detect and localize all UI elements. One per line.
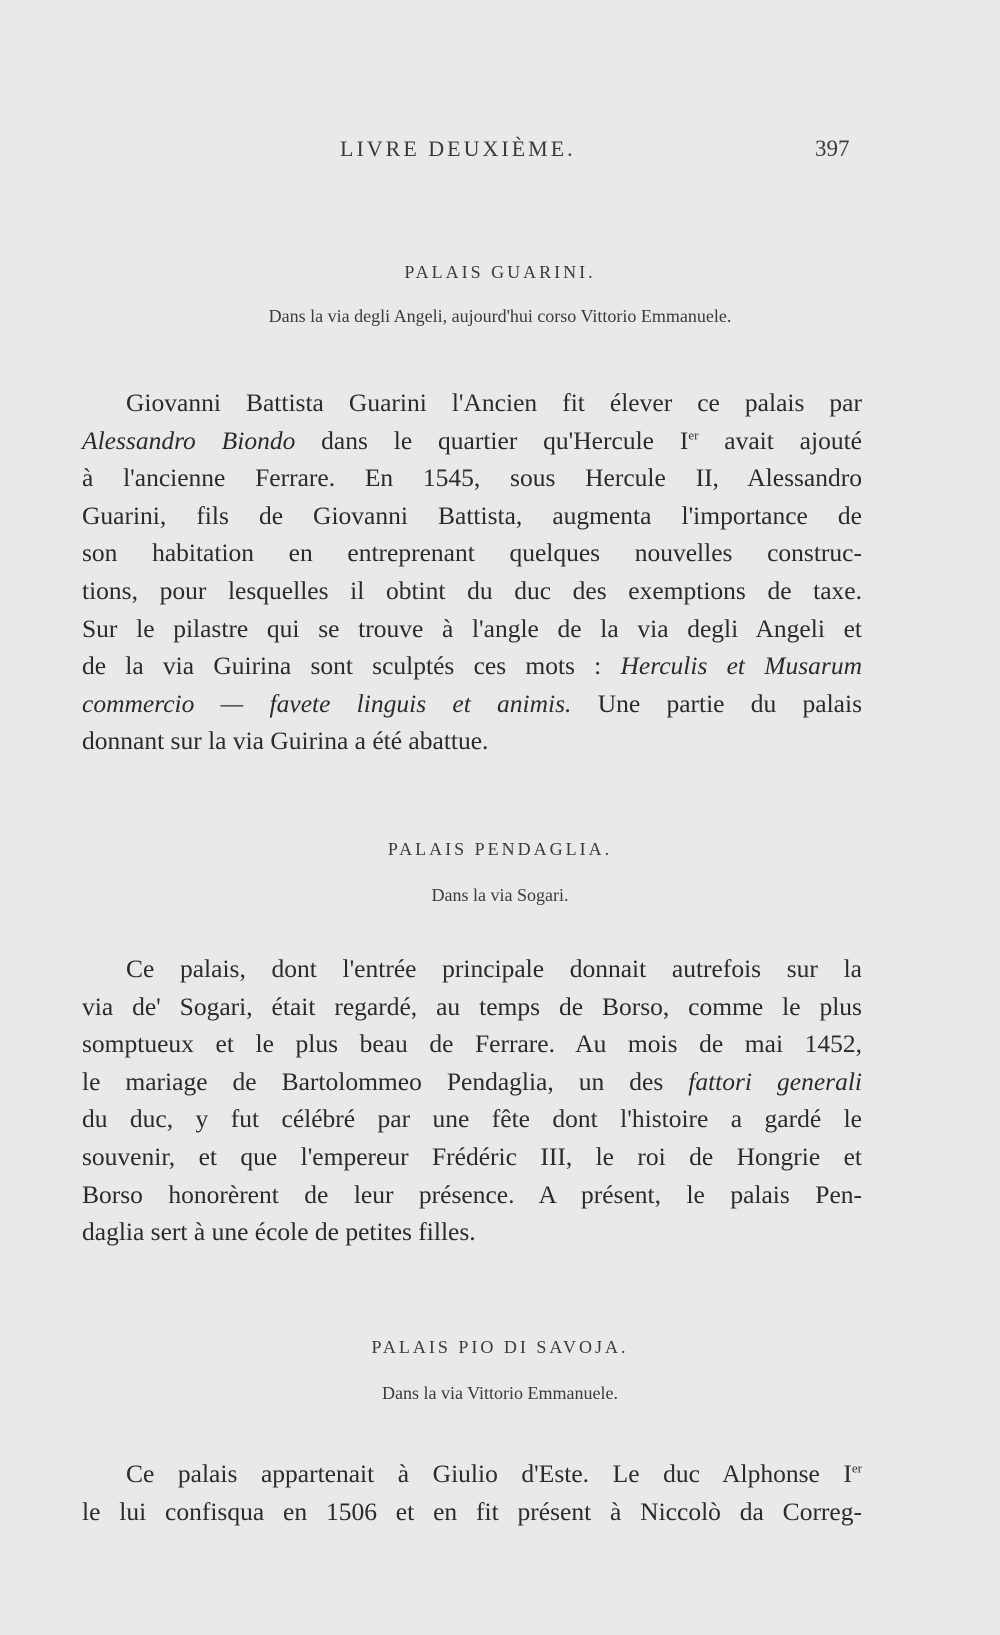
section-title-guarini: PALAIS GUARINI.: [404, 262, 596, 282]
text-line: Sur le pilastre qui se trouve à l'angle de la via degli Angeli et: [82, 613, 862, 643]
section-subtitle-pio-di-savoja: Dans la via Vittorio Emmanuele.: [381, 1383, 619, 1403]
page-number: 397: [815, 136, 850, 161]
text-line: Guarini, fils de Giovanni Battista, augmenta l'importance de: [82, 500, 862, 530]
text-line: Borso honorèrent de leur présence. A présent, le palais Pen-: [82, 1179, 862, 1209]
text-line: somptueux et le plus beau de Ferrare. Au mois de mai 1452,: [82, 1029, 862, 1059]
text-line: Giovanni Battista Guarini l'Ancien fit élever ce palais par: [126, 388, 862, 417]
paragraph-guarini: [82, 384, 862, 760]
text-line: à l'ancienne Ferrare. En 1545, sous Hercule II, Alessandro: [82, 463, 862, 493]
section-title-pendaglia: PALAIS PENDAGLIA.: [387, 839, 613, 859]
text-line: donnant sur la via Guirina a été abattue.: [82, 726, 489, 756]
running-head: LIVRE DEUXIÈME.: [340, 136, 576, 161]
text-line: souvenir, et que l'empereur Frédéric III, le roi de Hongrie et: [82, 1141, 862, 1171]
section-subtitle-pendaglia: Dans la via Sogari.: [431, 885, 569, 905]
text-line: Alessandro Biondo dans le quartier qu'Hercule Ier avait ajouté: [82, 425, 862, 455]
text-line: son habitation en entreprenant quelques nouvelles construc-: [82, 538, 862, 568]
text-line: du duc, y fut célébré par une fête dont l'histoire a gardé le: [82, 1104, 862, 1134]
paragraph-pendaglia: [82, 950, 862, 1251]
text-line: commercio — favete linguis et animis. Une partie du palais: [82, 688, 863, 718]
text-line: Ce palais appartenait à Giulio d'Este. Le duc Alphonse Ier: [126, 1459, 862, 1488]
text-line: de la via Guirina sont sculptés ces mots : Herculis et Musarum: [82, 651, 863, 681]
text-line: le lui confisqua en 1506 et en fit présent à Niccolò da Correg-: [82, 1496, 862, 1526]
text-line: daglia sert à une école de petites filles.: [82, 1217, 476, 1247]
section-title-pio-di-savoja: PALAIS PIO DI SAVOJA.: [371, 1337, 629, 1357]
text-line: le mariage de Bartolommeo Pendaglia, un des fattori generali: [82, 1066, 862, 1096]
text-line: tions, pour lesquelles il obtint du duc des exemptions de taxe.: [82, 575, 862, 605]
paragraph-pio-di-savoja: [82, 1455, 862, 1530]
section-subtitle-guarini: Dans la via degli Angeli, aujourd'hui corso Vittorio Emmanuele.: [268, 306, 732, 326]
text-line: via de' Sogari, était regardé, au temps de Borso, comme le plus: [82, 991, 862, 1021]
text-line: Ce palais, dont l'entrée principale donnait autrefois sur la: [126, 954, 862, 983]
